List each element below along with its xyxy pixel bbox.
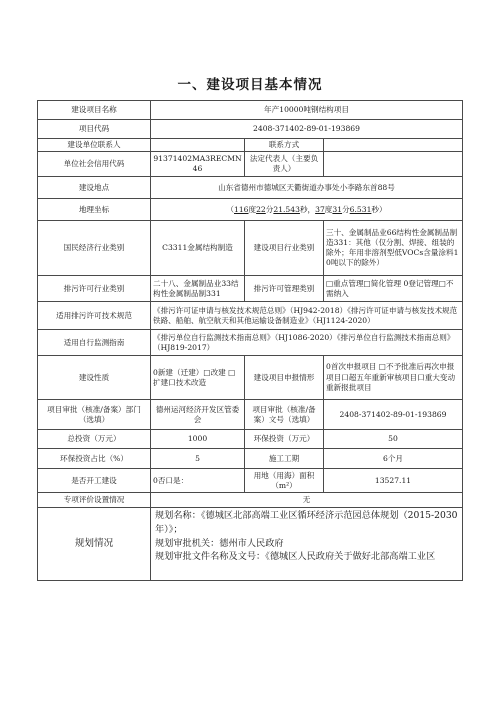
- label-approval-no: 项目审批（核准/备案）文号（选填）: [245, 400, 324, 430]
- row-special-eval: [38, 493, 463, 508]
- value-started: 0否口是：: [151, 469, 245, 493]
- lat-degree: 37: [315, 204, 325, 214]
- value-project-code: 2408-371402-89-01-193869: [151, 120, 463, 139]
- row-industry: [38, 221, 463, 276]
- value-permit-industry: 二十八、金属制品业33结构性金属制品制331: [151, 276, 245, 302]
- label-location: 建设地点: [38, 177, 151, 199]
- value-credit-code: 91371402MA3RECMN46: [151, 152, 245, 177]
- coord-open: （: [226, 204, 234, 214]
- label-land-area: 用地（用海）面积（m²）: [245, 469, 324, 493]
- row-monitor-guide: [38, 330, 463, 356]
- unit-degree: 度: [248, 204, 257, 214]
- row-started: [38, 469, 463, 493]
- value-industry: C3311金属结构制造: [151, 221, 245, 276]
- label-nature: 建设性质: [38, 356, 151, 400]
- value-approval-no: 2408-371402-89-01-193869: [324, 400, 463, 430]
- lat-minute: 31: [332, 204, 343, 214]
- row-ratio: [38, 449, 463, 469]
- label-contact-person: 建设单位联系人: [38, 139, 151, 152]
- unit-minute: 分: [342, 204, 350, 214]
- value-monitor-guide: 《排污单位自行监测技术指南总则》（HJ1086-2020）《排污单位自行监测技术指南总则》（HJ819-2017）: [151, 330, 463, 356]
- label-project-code: 项目代码: [38, 120, 151, 139]
- unit-degree: 度: [324, 204, 333, 214]
- label-project-industry: 建设项目行业类别: [245, 221, 324, 276]
- label-env-ratio: 环保投资占比（%）: [38, 449, 151, 469]
- basic-info-table: [37, 100, 463, 581]
- label-permit-spec: 适用排污许可技术规范: [38, 302, 151, 330]
- label-permit-management: 排污许可管理类别: [245, 276, 324, 302]
- lng-second: 21.543: [273, 204, 300, 214]
- value-total-investment: 1000: [151, 430, 245, 449]
- value-land-area: 13527.11: [324, 469, 463, 493]
- label-special-eval: 专项评价设置情况: [38, 493, 151, 508]
- value-location: 山东省德州市德城区天衢街道办事处小李路东首88号: [151, 177, 463, 199]
- label-credit-code: 单位社会信用代码: [38, 152, 151, 177]
- label-coords: 地理坐标: [38, 199, 151, 221]
- value-project-name: 年产10000吨钢结构项目: [151, 101, 463, 120]
- row-project-name: [38, 101, 463, 120]
- row-permit-industry: [38, 276, 463, 302]
- value-env-investment: 50: [324, 430, 463, 449]
- row-planning: [38, 508, 463, 581]
- row-project-code: [38, 120, 463, 139]
- row-permit-spec: [38, 302, 463, 330]
- section-heading: 一、建设项目基本情况: [177, 77, 323, 93]
- value-project-industry: 三十、金属制品业66结构性金属制品制造331：其他（仅分割、焊接、组装的除外；年用非溶剂型低VOCs含量涂料10吨以下的除外）: [324, 221, 463, 276]
- label-legal-rep: 法定代表人（主要负责人）: [245, 152, 324, 177]
- label-env-investment: 环保投资（万元）: [245, 430, 324, 449]
- row-location: [38, 177, 463, 199]
- value-contact-person: [151, 139, 245, 152]
- label-started: 是否开工建设: [38, 469, 151, 493]
- value-coords: [151, 199, 463, 221]
- label-monitor-guide: 适用自行监测指南: [38, 330, 151, 356]
- row-nature: [38, 356, 463, 400]
- label-contact-info: 联系方式: [245, 139, 324, 152]
- value-permit-spec: 《排污许可证申请与核发技术规范总则》（HJ942-2018）《排污许可证申请与核发技术规范铁路、船舶、航空航天和其他运输设备制造业》（HJ1124-2020）: [151, 302, 463, 330]
- value-planning: [151, 508, 463, 581]
- value-construction-period: 6个月: [324, 449, 463, 469]
- label-planning: 规划情况: [38, 508, 151, 581]
- label-project-name: 建设项目名称: [38, 101, 151, 120]
- row-approval: [38, 400, 463, 430]
- coord-close: ）: [379, 204, 387, 214]
- value-permit-management: □重点管理□简化管理 0登记管理□不需纳入: [324, 276, 463, 302]
- label-approval-dept: 项目审批（核准/备案）部门（选填）: [38, 400, 151, 430]
- label-total-investment: 总投资（万元）: [38, 430, 151, 449]
- lat-second: 6.531: [349, 204, 372, 214]
- row-coords: [38, 199, 463, 221]
- lng-degree: 116: [234, 204, 249, 214]
- unit-second: 秒: [371, 204, 379, 214]
- planning-line: 规划审批机关：德州市人民政府: [155, 537, 284, 549]
- row-credit-code: [38, 152, 463, 177]
- value-declaration: 0首次申报项目 □不予批准后再次申报项目口超五年重新审核项目口重大变动重新报批项目: [324, 356, 463, 400]
- label-declaration: 建设项目申报情形: [245, 356, 324, 400]
- unit-minute: 分: [265, 204, 274, 214]
- label-construction-period: 施工工期: [245, 449, 324, 469]
- row-investment: [38, 430, 463, 449]
- unit-second: 秒，: [299, 204, 316, 214]
- lng-minute: 22: [256, 204, 266, 214]
- value-nature: 0新建（迁建）□改建 □扩建口技术改造: [151, 356, 245, 400]
- label-permit-industry: 排污许可行业类别: [38, 276, 151, 302]
- planning-line: 规划审批文件名称及文号：《德城区人民政府关于做好北部高端工业区: [155, 551, 436, 563]
- planning-line: 规划名称：《德城区北部高端工业区循环经济示范园总体规划（2015-2030年）》；: [155, 510, 458, 535]
- label-industry: 国民经济行业类别: [38, 221, 151, 276]
- value-legal-rep: [324, 152, 463, 177]
- value-contact-info: [324, 139, 463, 152]
- value-env-ratio: 5: [151, 449, 245, 469]
- row-contact: [38, 139, 463, 152]
- value-approval-dept: 德州运河经济开发区管委会: [151, 400, 245, 430]
- value-special-eval: 无: [151, 493, 463, 508]
